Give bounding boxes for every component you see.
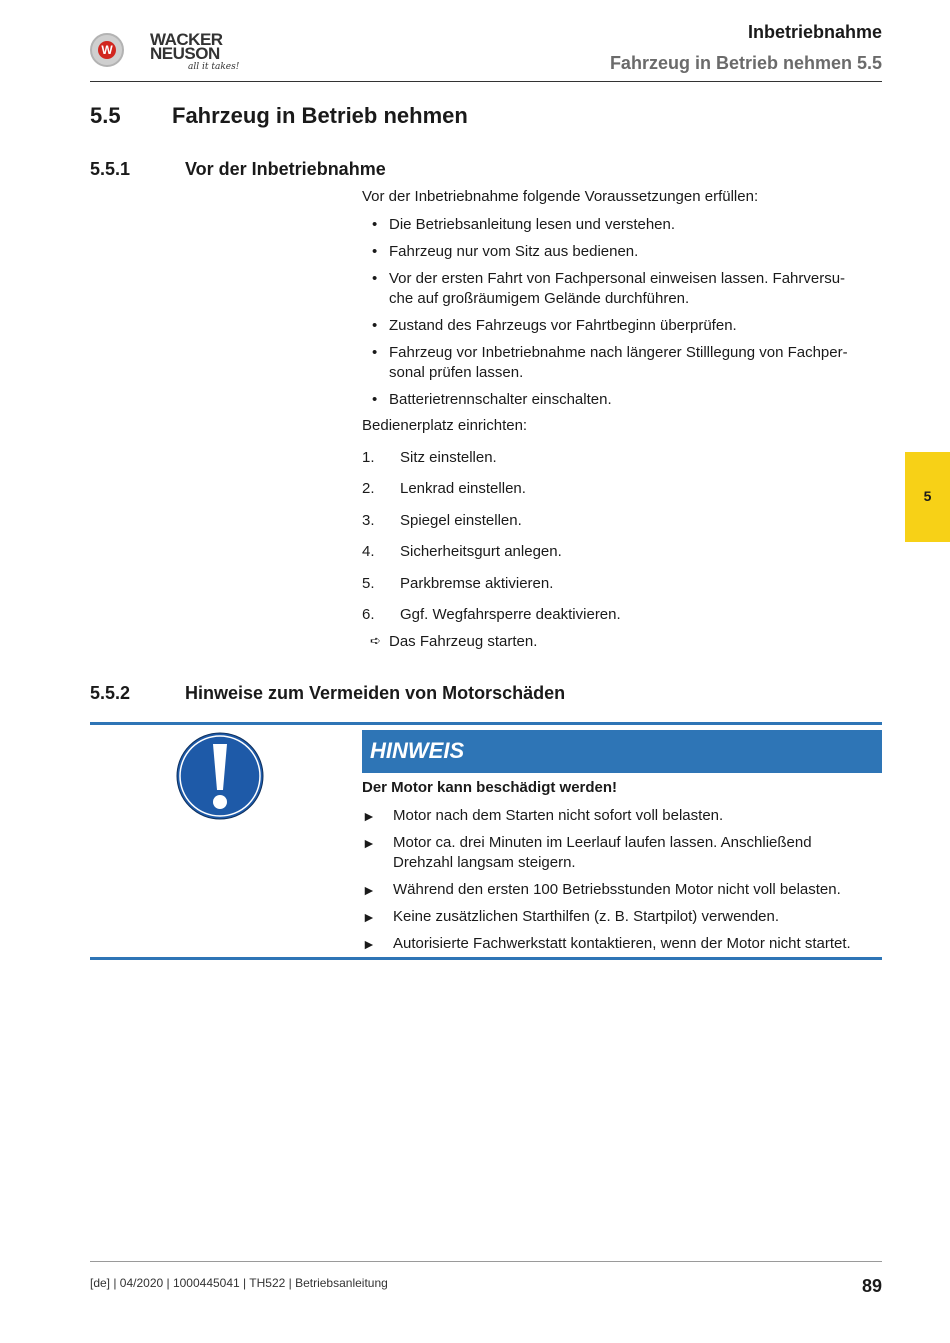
subsection-number: 5.5.2	[90, 683, 131, 703]
header-chapter: Inbetriebnahme	[747, 22, 882, 42]
header-section: Fahrzeug in Betrieb nehmen 5.5	[609, 53, 882, 73]
brand-logo	[90, 30, 240, 80]
footer-text: [de] | 04/2020 | 1000445041 | TH522 | Betriebsanleitung	[90, 1276, 388, 1290]
step-text: Sicherheitsgurt anlegen.	[400, 543, 562, 560]
notice-subtitle: Der Motor kann beschädigt werden!	[362, 779, 618, 796]
action-text: Autorisierte Fachwerkstatt kontaktieren, wenn der Motor nicht startet.	[393, 935, 851, 952]
action-arrow-icon: ►	[362, 936, 376, 952]
notice-label: HINWEIS	[370, 738, 465, 763]
brand-name-line2: NEUSON	[150, 44, 220, 63]
step-text: Ggf. Wegfahrsperre deaktivieren.	[400, 606, 621, 623]
step-number: 3.	[362, 512, 375, 529]
intro-text: Vor der Inbetriebnahme folgende Voraussetzungen erfüllen:	[362, 188, 759, 205]
step-number: 1.	[362, 449, 375, 466]
subsection-title: Hinweise zum Vermeiden von Motorschäden	[185, 683, 566, 703]
notice-banner	[362, 730, 882, 773]
list-item-text: Vor der ersten Fahrt von Fachpersonal einweisen lassen. Fahrversu- che auf großräumigem Gelände durchführen.	[389, 270, 846, 307]
result-text: Das Fahrzeug starten.	[389, 633, 538, 650]
action-arrow-icon: ►	[362, 808, 376, 824]
action-text: Motor ca. drei Minuten im Leerlauf laufen lassen. Anschließend Drehzahl langsam steigern.	[393, 834, 812, 871]
mandatory-action-icon	[174, 730, 266, 822]
page-number: 89	[861, 1276, 882, 1296]
step-text: Sitz einstellen.	[400, 449, 497, 466]
action-arrow-icon: ►	[362, 882, 376, 898]
notice-top-rule	[90, 722, 882, 725]
action-arrow-icon: ►	[362, 909, 376, 925]
step-number: 5.	[362, 575, 375, 592]
brand-name-line1: WACKER	[150, 30, 223, 49]
step-text: Parkbremse aktivieren.	[400, 575, 554, 592]
subsection-title: Vor der Inbetriebnahme	[185, 159, 386, 179]
list-item-text: Fahrzeug nur vom Sitz aus bedienen.	[389, 243, 639, 260]
section-number: 5.5	[90, 103, 121, 128]
result-arrow-icon: ➪	[370, 633, 381, 648]
list-item-text: Batterietrennschalter einschalten.	[389, 391, 612, 408]
step-text: Spiegel einstellen.	[400, 512, 522, 529]
brand-tagline: all it takes!	[188, 62, 240, 72]
step-number: 6.	[362, 606, 375, 623]
list-item-text: Zustand des Fahrzeugs vor Fahrtbeginn überprüfen.	[389, 317, 737, 334]
action-arrow-icon: ►	[362, 835, 376, 851]
list-item-text: Fahrzeug vor Inbetriebnahme nach längerer Stilllegung von Fachper- sonal prüfen lassen.	[389, 344, 848, 381]
step-number: 2.	[362, 480, 375, 497]
chapter-tab-label: 5	[923, 488, 932, 504]
brand-logo-icon: W	[90, 33, 124, 67]
section-title: Fahrzeug in Betrieb nehmen	[172, 103, 468, 128]
setup-intro: Bedienerplatz einrichten:	[362, 417, 528, 434]
chapter-tab	[905, 452, 950, 542]
step-text: Lenkrad einstellen.	[400, 480, 526, 497]
action-text: Motor nach dem Starten nicht sofort voll belasten.	[393, 807, 724, 824]
step-number: 4.	[362, 543, 375, 560]
action-text: Während den ersten 100 Betriebsstunden Motor nicht voll belasten.	[393, 881, 841, 898]
notice-bottom-rule	[90, 957, 882, 960]
header-divider	[90, 81, 882, 82]
footer-divider	[90, 1261, 882, 1262]
action-text: Keine zusätzlichen Starthilfen (z. B. Startpilot) verwenden.	[393, 908, 780, 925]
list-item-text: Die Betriebsanleitung lesen und verstehen.	[389, 216, 676, 233]
subsection-number: 5.5.1	[90, 159, 131, 179]
